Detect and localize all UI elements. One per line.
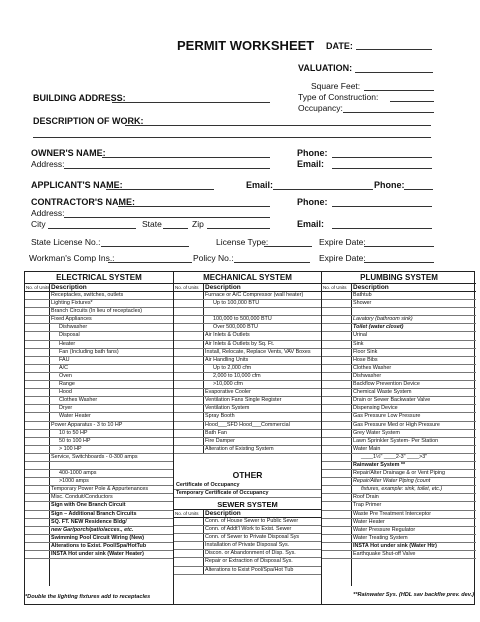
table-row <box>322 527 476 535</box>
row-description: Oven <box>59 372 72 379</box>
row-description: Drain or Sewer Backwater Valve <box>353 397 431 404</box>
row-description: Up to 100,000 BTU <box>213 300 260 307</box>
plumbing-rows <box>322 292 476 559</box>
row-description: Lighting Fixtures* <box>51 300 93 307</box>
electrical-column <box>25 272 173 604</box>
row-description: Heater <box>59 340 76 347</box>
row-description: Power Apparatus - 3 to 10 HP <box>51 421 123 428</box>
table-row <box>174 482 321 490</box>
table-row <box>322 454 476 462</box>
row-description: Lavatory (bathroom sink) <box>353 316 413 323</box>
table-row <box>174 413 321 421</box>
table-row <box>322 381 476 389</box>
row-description: Installation of Private Disposal Sys. <box>205 542 290 549</box>
table-row <box>25 535 173 543</box>
row-description: Air Inlets & Outlets by Sq. Ft. <box>205 340 275 347</box>
row-description: > 100 HP <box>59 445 82 452</box>
sewer-description-header: Description <box>205 510 241 517</box>
expire-date-label-2: Expire Date: <box>319 253 366 263</box>
row-description: Lawn Sprinkler System- Per Station <box>353 437 439 444</box>
mechanical-subheader <box>174 283 321 292</box>
table-row <box>322 413 476 421</box>
table-row <box>322 389 476 397</box>
table-row <box>174 405 321 413</box>
page-title: PERMIT WORKSHEET <box>177 38 315 53</box>
valuation-field[interactable] <box>355 72 433 73</box>
row-description: Bath Fan <box>205 429 227 436</box>
row-description: Over 500,000 BTU <box>213 324 258 331</box>
row-description: Repair/Alter Water Piping (count <box>353 478 431 485</box>
owner-name-field[interactable] <box>102 157 270 158</box>
expire-date-label-1: Expire Date: <box>319 237 366 247</box>
other-title: OTHER <box>232 470 263 480</box>
table-row <box>25 341 173 349</box>
table-row <box>174 357 321 365</box>
row-description: Dryer <box>59 405 73 412</box>
row-description: 100,000 to 500,000 BTU <box>213 316 272 323</box>
table-row <box>174 397 321 405</box>
row-description: fixtures, example: sink, toilet, etc.) <box>361 486 443 493</box>
electrical-subheader <box>25 283 173 292</box>
mechanical-rows <box>174 292 321 454</box>
date-label: DATE: <box>326 41 353 51</box>
square-feet-field[interactable] <box>364 90 434 91</box>
owner-address-label: Address: <box>31 159 65 169</box>
applicant-email-label: Email: <box>246 180 274 190</box>
zip-label: Zip <box>192 219 204 229</box>
row-description: Receptacles, switches, outlets <box>51 292 124 298</box>
policy-field[interactable] <box>234 262 310 263</box>
state-license-label: State License No.: <box>31 237 101 247</box>
table-row <box>322 478 476 486</box>
row-description: Swimming Pool Circuit Wiring (New) <box>51 534 145 541</box>
license-type-label: License Type: <box>216 237 269 247</box>
table-row <box>322 405 476 413</box>
row-description: Dishwasher <box>353 372 382 379</box>
table-row <box>174 550 321 558</box>
table-row <box>174 526 321 534</box>
row-description: Rainwater System ** <box>353 461 406 468</box>
row-description: 50 to 100 HP <box>59 437 91 444</box>
table-row <box>25 397 173 405</box>
table-row <box>25 316 173 324</box>
row-description: Hood <box>59 389 72 396</box>
expire-date-field-1[interactable] <box>364 246 434 247</box>
table-row <box>322 551 476 559</box>
electrical-rows <box>25 292 173 559</box>
table-row <box>25 551 173 559</box>
table-row <box>322 438 476 446</box>
row-description: FAU <box>59 356 70 363</box>
table-row <box>25 519 173 527</box>
table-row <box>174 389 321 397</box>
table-row <box>174 373 321 381</box>
row-description: 2,000 to 10,000 cfm <box>213 372 261 379</box>
table-row <box>322 543 476 551</box>
row-description: Conn. of Sewer to Private Disposal Sys <box>205 534 300 541</box>
row-description: >1000 amps <box>59 478 89 485</box>
table-row <box>174 534 321 542</box>
license-type-field[interactable] <box>264 246 312 247</box>
row-description: Conn. of House Sewer to Public Sewer <box>205 518 299 524</box>
zip-field[interactable] <box>207 228 270 229</box>
valuation-label: VALUATION: <box>298 63 353 73</box>
plumbing-description-header: Description <box>353 284 389 291</box>
table-row <box>322 341 476 349</box>
row-description: Air Inlets & Outlets <box>205 332 250 339</box>
row-description: Dispensing Device <box>353 405 398 412</box>
row-description: Water Heater <box>59 413 91 420</box>
table-row <box>174 365 321 373</box>
square-feet-label: Square Feet: <box>311 81 361 91</box>
row-description: Sign with One Branch Circuit <box>51 502 126 509</box>
row-description: Temporary Power Pole & Appurtenances <box>51 486 149 493</box>
table-row <box>174 324 321 332</box>
other-rows <box>174 482 321 498</box>
row-description: 400-1000 amps <box>59 470 97 477</box>
table-row <box>174 422 321 430</box>
table-row <box>25 405 173 413</box>
city-label: City <box>31 219 46 229</box>
table-row <box>322 357 476 365</box>
row-description: A/C <box>59 364 68 371</box>
date-field[interactable] <box>356 49 432 50</box>
table-row <box>25 332 173 340</box>
table-row <box>322 470 476 478</box>
table-row <box>322 494 476 502</box>
row-description: Clothes Washer <box>353 364 392 371</box>
table-row <box>322 397 476 405</box>
row-description: new Gar/porch/patio/acces., etc. <box>51 526 134 533</box>
table-row <box>322 316 476 324</box>
construction-type-field[interactable] <box>390 101 434 102</box>
row-description: Conn. of Addt'l Work to Exist. Sewer <box>205 526 292 533</box>
owner-address-field[interactable] <box>64 168 270 169</box>
table-row <box>322 446 476 454</box>
table-row <box>322 365 476 373</box>
table-row <box>322 511 476 519</box>
contractor-name-label: CONTRACTOR'S NAME: <box>31 197 135 207</box>
table-row <box>174 349 321 357</box>
table-row <box>322 462 476 470</box>
row-description: Discon. or Abandonment of Disp. Sys. <box>205 550 296 557</box>
table-row <box>25 502 173 510</box>
row-description: Water Treating System <box>353 534 408 541</box>
table-row <box>25 470 173 478</box>
table-row <box>322 430 476 438</box>
row-description: Clothes Washer <box>59 397 98 404</box>
plumbing-title: PLUMBING SYSTEM <box>360 273 438 282</box>
contractor-email-field[interactable] <box>332 228 432 229</box>
table-row <box>174 316 321 324</box>
workmans-comp-label: Workman's Comp Ins.: <box>29 253 115 263</box>
row-description: Sign – Additional Branch Circuits <box>51 510 137 517</box>
row-description: Shower <box>353 300 372 307</box>
policy-label: Policy No.: <box>193 253 234 263</box>
description-field[interactable] <box>125 125 431 126</box>
table-row <box>322 502 476 510</box>
row-description: Roof Drain <box>353 494 379 501</box>
table-row <box>25 389 173 397</box>
table-row <box>322 373 476 381</box>
row-description: Service, Switchboards - 0-300 amps <box>51 453 138 460</box>
table-row <box>174 300 321 308</box>
table-row <box>25 422 173 430</box>
row-description: Alterations to Exist Pool/Spa/Hot Tub <box>205 566 294 573</box>
table-row <box>174 518 321 526</box>
table-row <box>174 430 321 438</box>
owner-phone-label: Phone: <box>297 148 328 158</box>
row-description: Sink <box>353 340 364 347</box>
row-description: Disposal <box>59 332 80 339</box>
table-row <box>25 324 173 332</box>
row-description: Chemical Waste System <box>353 389 412 396</box>
building-address-label: BUILDING ADDRESS: <box>33 93 126 103</box>
electrical-units-header: No. of Units <box>26 285 50 290</box>
table-row <box>322 422 476 430</box>
sewer-subheader <box>174 509 321 518</box>
applicant-name-label: APPLICANT'S NAME: <box>31 180 123 190</box>
table-row <box>322 486 476 494</box>
row-description: Hose Bibs <box>353 356 378 363</box>
row-description: Furnace or A/C Compressor (wall heater) <box>205 292 304 298</box>
mechanical-description-header: Description <box>205 284 241 291</box>
row-description: Evaporative Cooler <box>205 389 251 396</box>
row-description: Water Main <box>353 445 381 452</box>
table-row <box>25 446 173 454</box>
contractor-name-field[interactable] <box>118 206 270 207</box>
table-row <box>322 535 476 543</box>
table-row <box>174 446 321 454</box>
contractor-phone-field[interactable] <box>332 206 432 207</box>
state-label: State <box>142 219 162 229</box>
expire-date-field-2[interactable] <box>364 262 434 263</box>
row-description: INSTA Hot under sink (Water Heater) <box>51 551 144 557</box>
row-description: Urinal <box>353 332 368 339</box>
table-row <box>322 308 476 316</box>
row-description: Toilet (water closet) <box>353 324 404 331</box>
row-description: Earthquake Shut-off Valve <box>353 551 416 557</box>
row-description: Floor Sink <box>353 348 378 355</box>
table-row <box>25 365 173 373</box>
table-row <box>25 413 173 421</box>
row-description: Grey Water System <box>353 429 400 436</box>
state-license-field[interactable] <box>101 246 189 247</box>
plumbing-footnote: **Rainwater Sys. (HDL sav backflw prev. dev.) <box>353 592 474 598</box>
table-row <box>25 527 173 535</box>
electrical-description-header: Description <box>51 284 87 291</box>
table-row <box>25 357 173 365</box>
row-description: Install, Relocate, Replace Vents, VAV Boxes <box>205 348 311 355</box>
description-field-line-2[interactable] <box>33 137 431 138</box>
contractor-address-label: Address: <box>31 208 65 218</box>
construction-type-label: Type of Construction: <box>298 92 379 102</box>
applicant-phone-label: Phone: <box>374 180 405 190</box>
occupancy-field[interactable] <box>343 112 434 113</box>
table-row <box>174 438 321 446</box>
table-row <box>174 542 321 550</box>
applicant-phone-field[interactable] <box>404 189 433 190</box>
row-description: Ventilation Fans Single Register <box>205 397 282 404</box>
table-row <box>25 349 173 357</box>
table-row <box>25 300 173 308</box>
applicant-name-field[interactable] <box>106 189 214 190</box>
table-row <box>322 349 476 357</box>
contractor-phone-label: Phone: <box>297 197 328 207</box>
row-description: Waste Pre Treatment Interceptor <box>353 510 431 517</box>
sewer-rows <box>174 518 321 575</box>
permit-table <box>24 271 475 605</box>
description-label: DESCRIPTION OF WORK: <box>33 116 144 126</box>
row-description: Fire Damper <box>205 437 235 444</box>
city-field[interactable] <box>48 228 136 229</box>
table-row <box>25 486 173 494</box>
row-description: Bathtub <box>353 292 372 298</box>
row-description: Alteration of Existing System <box>205 445 274 452</box>
table-row <box>25 438 173 446</box>
plumbing-units-header: No. of Units <box>323 285 347 290</box>
row-description: Water Heater <box>353 518 385 525</box>
table-row <box>25 543 173 551</box>
row-description: Water Pressure Regulator <box>353 526 416 533</box>
row-description: Dishwasher <box>59 324 88 331</box>
occupancy-label: Occupancy: <box>298 103 343 113</box>
table-row <box>174 558 321 566</box>
row-description: Fan (Including bath fans) <box>59 348 119 355</box>
owner-email-label: Email: <box>297 159 325 169</box>
row-description: Gas Pressure Low Pressure <box>353 413 421 420</box>
row-description: >10,000 cfm <box>213 381 243 388</box>
row-description: Fixed Appliances <box>51 316 92 323</box>
row-description: Ventilation System <box>205 405 250 412</box>
table-row <box>25 308 173 316</box>
table-row <box>174 308 321 316</box>
row-description: INSTA Hot under sink (Water Htr) <box>353 542 437 549</box>
row-description: Gas Pressure Med or High Pressure <box>353 421 440 428</box>
row-description: Misc. Conduit/Conductors <box>51 494 113 501</box>
row-description: Hood___SFD Hood___Commercial <box>205 421 290 428</box>
mechanical-title: MECHANICAL SYSTEM <box>203 273 292 282</box>
table-row <box>322 332 476 340</box>
table-row <box>322 519 476 527</box>
electrical-title: ELECTRICAL SYSTEM <box>56 273 142 282</box>
table-row <box>25 511 173 519</box>
table-row <box>25 462 173 470</box>
applicant-email-field[interactable] <box>273 189 373 190</box>
owner-email-field[interactable] <box>332 168 432 169</box>
row-description: Air Handling Units <box>205 356 249 363</box>
table-row <box>25 292 173 300</box>
workmans-comp-field[interactable] <box>108 262 192 263</box>
electrical-footnote: *Double the lighting fixtures add to receptacles <box>25 594 151 600</box>
table-row <box>174 490 321 498</box>
table-row <box>25 373 173 381</box>
table-row <box>174 567 321 575</box>
contractor-email-label: Email: <box>297 219 325 229</box>
row-description: Range <box>59 381 75 388</box>
table-row <box>322 292 476 300</box>
sewer-title: SEWER SYSTEM <box>217 500 278 509</box>
sewer-units-header: No. of Units <box>175 511 199 516</box>
owner-name-label: OWNER'S NAME: <box>31 148 106 158</box>
row-description: Up to 2,000 cfm <box>213 364 252 371</box>
row-description: Alterations to Exist. Pool/Spa/HotTub <box>51 542 147 549</box>
table-row <box>322 300 476 308</box>
table-row <box>25 478 173 486</box>
contractor-address-field[interactable] <box>64 217 270 218</box>
state-field[interactable] <box>163 228 188 229</box>
table-row <box>322 324 476 332</box>
table-row <box>25 454 173 462</box>
table-row <box>174 381 321 389</box>
row-description: Temporary Certificate of Occupancy <box>176 490 269 497</box>
row-description: Repair or Extraction of Disposal Sys. <box>205 558 293 565</box>
plumbing-subheader <box>322 283 476 292</box>
row-description: Trap Primer <box>353 502 382 509</box>
row-description: Backflow Prevention Device <box>353 381 420 388</box>
table-row <box>25 381 173 389</box>
plumbing-column <box>322 272 476 604</box>
owner-phone-field[interactable] <box>332 157 432 158</box>
row-description: Repair/Alter Drainage & or Vent Piping <box>353 470 445 477</box>
mechanical-column <box>174 272 321 604</box>
row-description: Certificate of Occupancy <box>176 482 240 488</box>
row-description: Spray Booth <box>205 413 235 420</box>
row-description: SQ. FT. NEW Residence Bldg/ <box>51 518 127 525</box>
table-row <box>174 292 321 300</box>
row-description: Branch Circuits (In lieu of receptacles) <box>51 308 143 315</box>
building-address-field[interactable] <box>112 102 270 103</box>
row-description: 10 to 50 HP <box>59 429 88 436</box>
table-row <box>174 332 321 340</box>
row-description: ____1½" ____2-3" ____>3" <box>361 453 428 460</box>
mechanical-units-header: No. of Units <box>175 285 199 290</box>
table-row <box>25 430 173 438</box>
table-row <box>25 494 173 502</box>
table-row <box>174 341 321 349</box>
